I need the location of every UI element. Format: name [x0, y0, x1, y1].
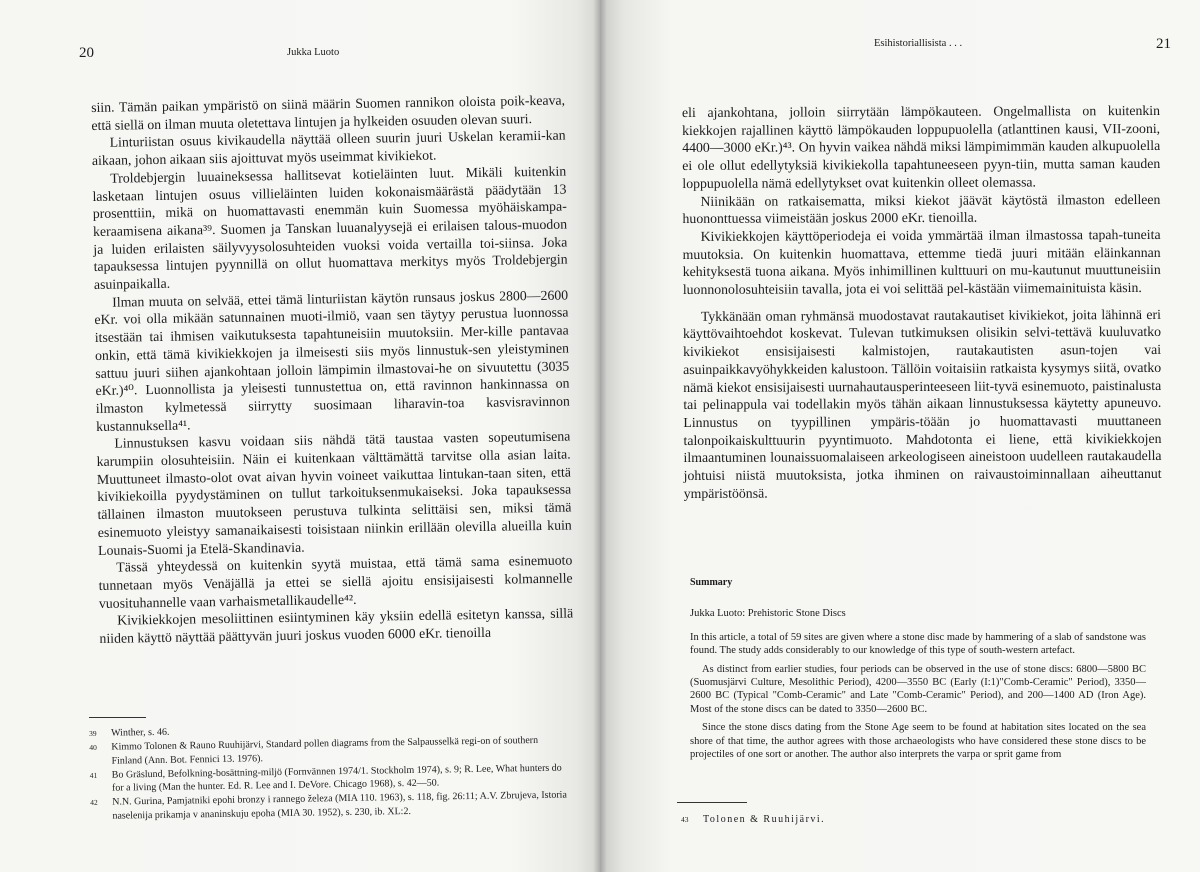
paragraph: Linnustuksen kasvu voidaan siis nähdä tätä taustaa vasten sopeutumisena karumpiin olosuhteisiin. Näin ei kuitenkaan välttämättä tarvitse olla asian laita. Muuttuneet ilmasto-olot ovat aivan hyvin voineet vaikuttaa lintukan-taan siten, että kivikiekoilla pyydystäminen on tullut tarkoituksenmukaiseksi. Joka tapauksessa tällainen ilmaston muutokseen perustuva tulkinta selittäisi sen, miksi tämä esinemuoto yleistyy samanaikaisesti toisistaan niinkin erillään olevilla alueilla kuin Lounais-Suomi ja Etelä-Skandinavia. [96, 428, 572, 558]
paragraph: Kivikiekkojen käyttöperiodeja ei voida ymmärtää ilman ilmastossa tapah-tuneita muutoksia. On kuitenkin huomattava, ettemme tiedä juuri mitään eläinkannan kehityksestä tuona aikana. Myös inhimillinen kulttuuri on mu-kautunut muuttuneisiin luonnonolosuhteisiin tavalla, jota ei voi selittää pel-kästään viimemainituista käsin. [682, 226, 1161, 298]
left-page-number: 20 [79, 45, 94, 61]
book-gutter-shadow [593, 0, 607, 872]
footnote-number: 41 [89, 770, 98, 780]
right-running-head: Esihistoriallisista . . . [874, 38, 963, 49]
right-footnotes [681, 813, 1141, 827]
footnote-number: 40 [89, 743, 97, 753]
footnote-rule [677, 802, 747, 803]
paragraph: Linturiistan osuus kivikaudella näyttää olleen suurin juuri Uskelan keramii-kan aikaan, johon aikaan siis ajoittuvat myös useimmat kivikiekot. [91, 127, 566, 169]
summary-heading: Summary [690, 577, 733, 588]
summary-paragraph: As distinct from earlier studies, four periods can be observed in the use of stone discs: 6800—5800 BC (Suomusjärvi Culture, Mesolithic Period), 4200—3550 BC (Early (I:1)"Comb-Ceramic" Period), 3350—2600 BC (Typical "Comb-Ceramic" and Late "Comb-Ceramic" Period), and 200—1400 AD (Iron Age). Most of the stone discs can be dated to 3350—2600 BC. [690, 663, 1146, 715]
footnote-number: 39 [89, 728, 97, 738]
footnote-number: 42 [90, 798, 98, 808]
left-body-text [91, 92, 574, 648]
footnote-number: 43 [681, 815, 689, 824]
left-footnotes [89, 719, 568, 824]
paragraph: Niinikään on ratkaisematta, miksi kiekot jäävät käytöstä ilmaston edelleen huononttuessa viimeistään joskus 2000 eKr. tienoilla. [682, 191, 1161, 227]
paragraph: Kivikiekkojen mesoliittinen esiintyminen käy yksiin edellä esitetyn kanssa, sillä niiden käyttö näyttää päättyvän juuri joskus vuoden 6000 eKr. tienoilla [99, 605, 574, 647]
footnote-text: N.N. Gurina, Pamjatniki epohi bronzy i rannego železa (MIA 110. 1963), s. 118, fig. 26:11; A.V. Zbrujeva, Istoria naselenija prikamja v ananinskuju epoha (MIA 30. 1952), s. 230, ib. XL:2. [112, 789, 567, 822]
paragraph: siin. Tämän paikan ympäristö on siinä määrin Suomen rannikon oloista poik-keava, että siellä on ilman muuta oletettava lintujen ja hylkeiden osuuden olevan suuri. [91, 92, 566, 133]
summary-paragraph: Since the stone discs dating from the Stone Age seem to be found at habitation sites located on the sea shore of that time, the author agrees with those archaeologists who have considered these stone discs to be projectiles of one sort or another. The author also interprets the varpa or sprit game from [690, 722, 1146, 761]
footnote-text: Winther, s. 46. [111, 726, 170, 739]
footnote-text: Kimmo Tolonen & Rauno Ruuhijärvi, Standard pollen diagrams from the Salpausselkä regi-on of southern Finland (Ann. Bot. Fennici 13. 1976). [111, 735, 539, 767]
paragraph: Tykkänään oman ryhmänsä muodostavat rautakautiset kivikiekot, joita lähinnä eri käyttövaihtoehdot koskevat. Tulevan tutkimuksen olisikin selvi-tettävä kuuluvatko kivikiekot ensisijaisesti kalmistojen, rautakautisten asun-tojen vai asuinpaikkavyöhykkeiden kalustoon. Tällöin voitaisiin ratkaista kysymys siitä, ovatko nämä kiekot ensisijaisesti uurnahautausperinteeseen liit-tyvä esinemuoto, paistinalusta tai pelinappula vai todellakin myös tähän aikaan linnustuksessa käytetty apuneuvo. Linnustus on tyypillinen ympäris-töään jo huomattavasti muuttaneen talonpoikaiskulttuurin pyyntimuoto. Mahdotonta ei liene, että kivikiekkojen ilmaantuminen lounaissuomalaiseen arkeologiseen aineistoon uudelleen rautakaudella johtuisi niistä muutoksista, jotka ihminen on raivaustoiminnallaan aiheuttanut ympäristöönsä. [682, 306, 1162, 501]
paragraph: Troldebjergin luuaineksessa hallitsevat kotieläinten luut. Mikäli kuitenkin lasketaan lintujen osuus villieläinten luiden kokonaismäärästä päädytään 13 prosenttiin, mikä on huomattavasti enemmän kuin Suomessa myöhäiskampa-keraamisena aikana³⁹. Suomen ja Tanskan luuanalyysejä ei erilaisen talous-muodon ja luiden erilaisten säilyvyysolosuhteiden vuoksi voida vertailla toi-siinsa. Joka tapauksessa lintujen pyynnillä on ollut huomattava merkitys myös Troldebjergin asuinpaikalla. [92, 163, 568, 293]
paragraph: eli ajankohtana, jolloin siirrytään lämpökauteen. Ongelmallista on kuitenkin kiekkojen rajallinen käyttö lämpökauden loppupuolella (atlanttinen kausi, VII-zooni, 4400—3000 eKr.)⁴³. On hyvin vaikea nähdä miksi lämpimimmän kauden alkupuolella ei ole ollut edellytyksiä kivikiekolla tapahtuneeseen pyyn-tiin, mutta saman kauden loppupuolella nämä edellytykset ovat kuitenkin olleet olemassa. [682, 102, 1161, 191]
english-summary [690, 576, 1146, 761]
footnote-text: Tolonen & Ruuhijärvi. [703, 814, 826, 825]
footnote-rule [89, 717, 146, 718]
right-page-number: 21 [1156, 36, 1171, 52]
paragraph: Tässä yhteydessä on kuitenkin syytä muistaa, että tämä sama esinemuoto tunnetaan myös Venäjällä ja ettei se siellä ajoitu ensisijaisesti kolmannelle vuosituhannelle vaan varhaismetallikaudelle⁴². [98, 552, 573, 611]
footnote [681, 813, 1141, 826]
left-running-head: Jukka Luoto [287, 47, 340, 58]
right-body-text [682, 102, 1162, 503]
summary-subtitle: Jukka Luoto: Prehistoric Stone Discs [690, 608, 846, 620]
summary-paragraph: In this article, a total of 59 sites are given where a stone disc made by hammering of a slab of sandstone was found. The study adds considerably to our knowledge of this type of south-western artefact. [690, 631, 1146, 657]
paragraph: Ilman muuta on selvää, ettei tämä linturiistan käytön runsaus joskus 2800—2600 eKr. voi olla mikään satunnainen muoti-ilmiö, vaan sen täytyy perustua luonnossa itsestään tai ihmisen vaikutuksesta tapahtuneisiin muutoksiin. Mer-kille pantavaa onkin, että tämä kivikiekkojen ja ilmeisesti siis myös linnustuk-sen yleistyminen sattuu juuri siihen ajankohtaan jolloin lämpimin ilmastovai-he on sivuutettu (3035 eKr.)⁴⁰. Luonnollista ja yleisesti tunnustettua on, että ravinnon hankinnassa on ilmaston kylmetessä siirrytty suosimaan liharavin-toa kasvisravinnon kustannuksella⁴¹. [94, 287, 570, 434]
footnote-text: Bo Gräslund, Befolkning-bosättning-miljö (Fornvännen 1974/1. Stockholm 1974), s. 9; R. Lee, What hunters do for a living (Man the hunter. Ed. R. Lee and I. DeVore. Chicago 1968), s. 42—50. [111, 762, 562, 794]
